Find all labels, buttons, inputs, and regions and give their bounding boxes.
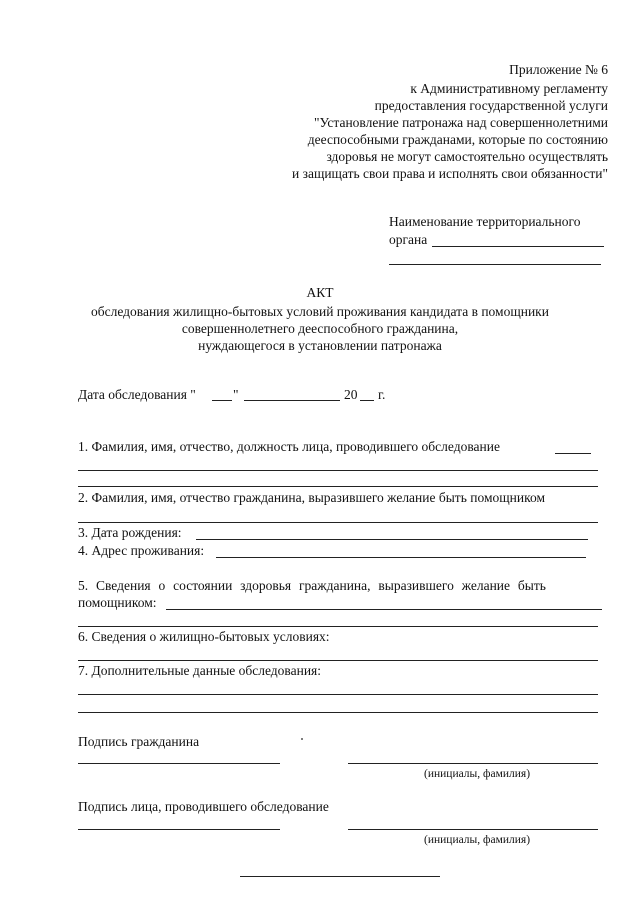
inspector-signature-label: Подпись лица, проводившего обследование <box>78 799 329 814</box>
citizen-signature-label: Подпись гражданина <box>78 734 200 749</box>
item-1-inline-field[interactable] <box>555 453 591 454</box>
authority-label-line2: органа <box>389 232 428 247</box>
item-7-label: 7. Дополнительные данные обследования: <box>78 663 322 678</box>
header-line-1: Приложение № 6 <box>509 62 608 77</box>
header-line-5: дееспособными гражданами, которые по состоянию <box>307 132 608 147</box>
additional-data-field-line-2[interactable] <box>78 712 598 713</box>
birth-date-field[interactable] <box>196 539 588 540</box>
living-conditions-field[interactable] <box>78 660 598 661</box>
header-line-6: здоровья не могут самостоятельно осуществлять <box>326 149 608 164</box>
citizen-signature-field[interactable] <box>78 763 280 764</box>
survey-day-field[interactable] <box>212 400 232 401</box>
survey-year-prefix: 20 <box>344 387 358 402</box>
health-field-line-1[interactable] <box>166 609 602 610</box>
authority-field-line-2[interactable] <box>389 264 601 265</box>
health-field-line-2[interactable] <box>78 626 598 627</box>
citizen-initials-caption: (инициалы, фамилия) <box>424 768 531 780</box>
survey-date-label: Дата обследования " <box>78 387 196 402</box>
document-subtitle-2: совершеннолетнего дееспособного гражданина, <box>181 321 459 336</box>
item-5-label-line2: помощником: <box>78 595 157 610</box>
item-4-label: 4. Адрес проживания: <box>78 543 205 558</box>
item-6-label: 6. Сведения о жилищно-бытовых условиях: <box>78 629 330 644</box>
header-line-2: к Административному регламенту <box>410 81 608 96</box>
item-1-field-line-2[interactable] <box>78 486 598 487</box>
header-line-4: "Установление патронажа над совершеннолетними <box>313 115 608 130</box>
header-line-7: и защищать свои права и исполнять свои обязанности" <box>292 166 608 181</box>
item-5-label-line1: 5. Сведения о состоянии здоровья гражданина, выразившего желание быть <box>78 578 546 593</box>
inspector-initials-caption: (инициалы, фамилия) <box>424 834 531 846</box>
item-2-label: 2. Фамилия, имя, отчество гражданина, выразившего желание быть помощником <box>78 490 545 505</box>
document-title: АКТ <box>306 285 334 300</box>
closing-divider <box>240 876 440 877</box>
survey-year-suffix: г. <box>378 387 386 402</box>
survey-year-field[interactable] <box>360 400 374 401</box>
authority-label-line1: Наименование территориального <box>389 214 581 229</box>
document-subtitle-1: обследования жилищно-бытовых условий проживания кандидата в помощники <box>91 304 549 319</box>
item-1-label: 1. Фамилия, имя, отчество, должность лица, проводившего обследование <box>78 439 500 454</box>
inspector-name-field[interactable] <box>348 829 598 830</box>
scan-speck <box>301 738 303 740</box>
survey-month-field[interactable] <box>244 400 340 401</box>
survey-date-quote: " <box>233 387 239 402</box>
citizen-name-field[interactable] <box>348 763 598 764</box>
item-3-label: 3. Дата рождения: <box>78 525 182 540</box>
header-line-3: предоставления государственной услуги <box>374 98 608 113</box>
document-subtitle-3: нуждающегося в установлении патронажа <box>198 338 442 353</box>
additional-data-field-line-1[interactable] <box>78 694 598 695</box>
inspector-signature-field[interactable] <box>78 829 280 830</box>
item-1-field-line-1[interactable] <box>78 470 598 471</box>
item-2-field-line[interactable] <box>78 522 598 523</box>
authority-field-line-1[interactable] <box>432 246 604 247</box>
address-field[interactable] <box>216 557 586 558</box>
